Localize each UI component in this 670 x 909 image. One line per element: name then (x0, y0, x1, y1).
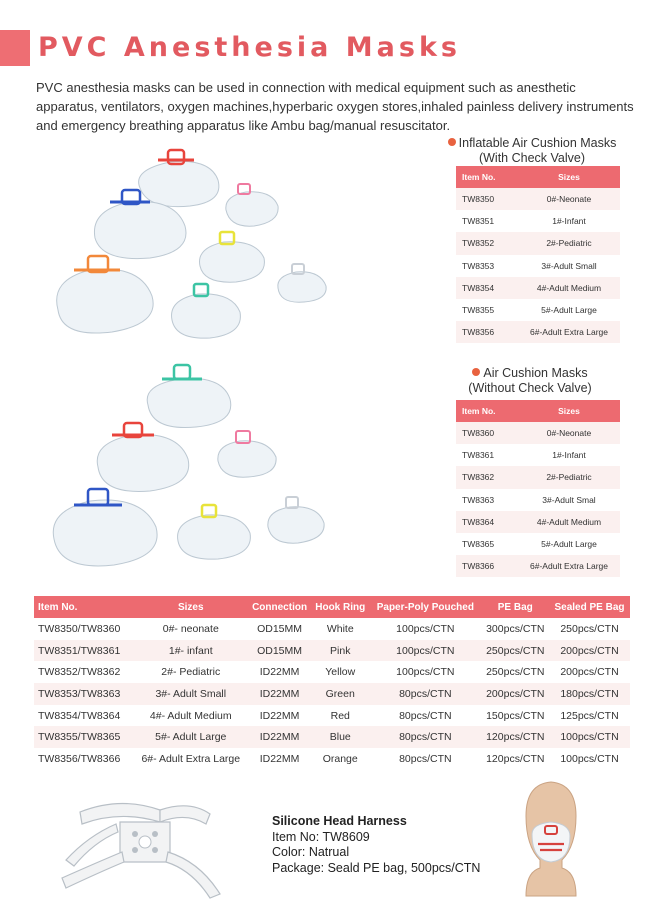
item-number-cell: TW8355 (462, 305, 495, 316)
spec-cell: 100pcs/CTN (549, 726, 630, 748)
spec-cell: TW8353/TW8363 (34, 683, 134, 705)
size-cell: 5#-Adult Large (541, 305, 597, 316)
table-row (456, 444, 620, 466)
spec-cell: 80pcs/CTN (399, 752, 452, 765)
spec-cell: 180pcs/CTN (549, 683, 630, 705)
mask-yellow-cushion (178, 505, 251, 559)
item-number-cell: TW8366 (456, 555, 518, 577)
size-cell: 1#-Infant (552, 216, 586, 227)
spec-cell: 100pcs/CTN (369, 640, 481, 662)
spec-cell: ID22MM (248, 726, 312, 748)
inflatable-heading (432, 136, 632, 166)
spec-cell: 6#- Adult Extra Large (141, 752, 241, 765)
item-number-cell: TW8362 (456, 466, 518, 488)
cushion-table (456, 400, 620, 577)
spec-cell: OD15MM (248, 640, 312, 662)
table-row (456, 255, 620, 277)
table-row (456, 210, 620, 232)
spec-cell: Orange (322, 752, 358, 765)
mannequin-with-mask-image (518, 776, 584, 902)
spec-cell: TW8350/TW8360 (38, 622, 121, 635)
inflatable-masks-image (40, 140, 340, 350)
mask-green-cushion (147, 365, 231, 428)
spec-cell: TW8354/TW8364 (38, 709, 121, 722)
harness-title: Silicone Head Harness (272, 814, 407, 828)
spec-cell: OD15MM (257, 622, 303, 635)
size-cell: 0#-Neonate (518, 188, 620, 210)
mask-blue-cushion (53, 489, 157, 566)
spec-cell: 250pcs/CTN (486, 666, 545, 679)
spec-cell: TW8356/TW8366 (38, 752, 121, 765)
spec-cell: ID22MM (259, 666, 300, 679)
spec-cell: 4#- Adult Medium (149, 709, 232, 722)
spec-cell: 100pcs/CTN (396, 622, 455, 635)
table-row (456, 232, 620, 254)
spec-cell: Yellow (325, 666, 356, 679)
harness-color: Color: Natrual (272, 845, 350, 859)
item-number-cell: TW8356 (456, 321, 518, 343)
spec-column-header: PE Bag (482, 596, 549, 618)
mask-white-cushion (268, 497, 324, 543)
spec-cell: 0#- neonate (162, 622, 219, 635)
spec-cell: White (326, 622, 354, 635)
table-row (456, 511, 620, 533)
intro-paragraph: PVC anesthesia masks can be used in connection with medical equipment such as anesthetic apparatus, ventilators, oxygen machines,hyperbaric oxygen stores,inhaled painless delivery instruments and emergency breathing apparatus like Ambu bag/manual resuscitator. (36, 80, 634, 133)
table-row (456, 277, 620, 299)
size-cell: 4#-Adult Medium (518, 277, 620, 299)
item-number-cell: TW8364 (456, 511, 518, 533)
spec-cell: Red (330, 709, 350, 722)
inflatable-table (456, 166, 620, 343)
spec-column-header: Sizes (134, 596, 248, 618)
spec-cell: TW8351/TW8361 (34, 640, 134, 662)
size-cell: 2#-Pediatric (518, 232, 620, 254)
spec-column-header: Item No. (34, 596, 134, 618)
bullet-dot-icon (448, 138, 456, 146)
col-item-header: Item No. (456, 400, 518, 422)
table-row (34, 640, 630, 662)
table-row (456, 188, 620, 210)
item-number-cell: TW8350 (456, 188, 518, 210)
air-cushion-masks-image (40, 355, 340, 585)
size-cell: 3#-Adult Small (541, 260, 597, 271)
spec-cell: 200pcs/CTN (549, 640, 630, 662)
item-number-cell: TW8354 (456, 277, 518, 299)
spec-cell: TW8355/TW8365 (34, 726, 134, 748)
size-cell: 6#-Adult Extra Large (518, 321, 620, 343)
table-row (34, 705, 630, 727)
spec-cell: 100pcs/CTN (396, 666, 455, 679)
size-cell: 6#-Adult Extra Large (518, 555, 620, 577)
mask-pink-small (226, 184, 278, 226)
col-item-header: Item No. (456, 166, 518, 188)
spec-cell: Pink (311, 640, 369, 662)
table-row (34, 726, 630, 748)
col-size-header: Sizes (518, 166, 620, 188)
spec-cell: 80pcs/CTN (369, 726, 481, 748)
col-size-header: Sizes (518, 400, 620, 422)
spec-cell: 80pcs/CTN (369, 683, 481, 705)
spec-cell: Green (311, 683, 369, 705)
inflatable-heading-line1: Inflatable Air Cushion Masks (458, 136, 617, 150)
table-row (456, 422, 620, 444)
spec-table (34, 596, 630, 770)
mask-white-small (278, 264, 326, 302)
table-row (456, 321, 620, 343)
mask-orange-large (57, 256, 153, 333)
size-cell: 2#-Pediatric (518, 466, 620, 488)
spec-cell: 300pcs/CTN (486, 622, 545, 635)
item-number-cell: TW8351 (462, 216, 495, 227)
table-row (456, 555, 620, 577)
spec-cell: 250pcs/CTN (560, 622, 619, 635)
spec-column-header: Paper-Poly Pouched (369, 596, 481, 618)
size-cell: 4#-Adult Medium (518, 511, 620, 533)
size-cell: 3#-Adult Smal (542, 494, 596, 505)
table-row (34, 618, 630, 640)
spec-cell: 100pcs/CTN (560, 752, 619, 765)
spec-cell: 125pcs/CTN (560, 709, 619, 722)
spec-cell: 150pcs/CTN (486, 709, 545, 722)
spec-column-header: Sealed PE Bag (549, 596, 630, 618)
size-cell: 0#-Neonate (518, 422, 620, 444)
head-harness-image (60, 792, 250, 902)
mask-red-large (139, 150, 219, 207)
spec-cell: ID22MM (248, 683, 312, 705)
size-cell: 5#-Adult Large (541, 539, 597, 550)
cushion-heading (440, 366, 620, 396)
table-row (34, 748, 630, 770)
spec-cell: Blue (311, 726, 369, 748)
table-row (456, 299, 620, 321)
spec-column-header: Hook Ring (311, 596, 369, 618)
item-number-cell: TW8353 (462, 260, 495, 271)
item-number-cell: TW8365 (462, 539, 495, 550)
inflatable-heading-line2: (With Check Valve) (478, 151, 586, 165)
bullet-dot-icon (472, 368, 480, 376)
harness-package: Package: Seald PE bag, 500pcs/CTN (272, 860, 481, 875)
table-row (456, 533, 620, 555)
title-accent-bar (0, 30, 30, 66)
spec-cell: 5#- Adult Large (134, 726, 248, 748)
table-row (456, 489, 620, 511)
table-row (456, 466, 620, 488)
spec-cell: 200pcs/CTN (482, 683, 549, 705)
spec-cell: TW8352/TW8362 (38, 666, 121, 679)
page-title: PVC Anesthesia Masks (38, 32, 461, 63)
size-cell: 1#-Infant (552, 450, 586, 461)
spec-cell: 80pcs/CTN (399, 709, 452, 722)
mask-pink-cushion (218, 431, 276, 477)
mask-green-medium (172, 284, 241, 338)
mask-yellow-medium (200, 232, 265, 282)
spec-cell: 1#- infant (134, 640, 248, 662)
item-number-cell: TW8361 (462, 450, 495, 461)
cushion-heading-line1: Air Cushion Masks (483, 366, 588, 380)
item-number-cell: TW8352 (456, 232, 518, 254)
spec-cell: 250pcs/CTN (482, 640, 549, 662)
item-number-cell: TW8360 (456, 422, 518, 444)
spec-cell: 120pcs/CTN (482, 726, 549, 748)
cushion-heading-line2: (Without Check Valve) (468, 381, 592, 395)
mask-red-cushion (97, 423, 189, 492)
spec-cell: 200pcs/CTN (560, 666, 619, 679)
table-row (34, 661, 630, 683)
item-number-cell: TW8363 (462, 494, 495, 505)
spec-cell: 3#- Adult Small (134, 683, 248, 705)
spec-cell: ID22MM (259, 752, 300, 765)
spec-cell: 2#- Pediatric (161, 666, 221, 679)
harness-info (272, 814, 480, 876)
table-row (34, 683, 630, 705)
harness-item: Item No: TW8609 (272, 829, 370, 844)
spec-cell: ID22MM (259, 709, 300, 722)
spec-column-header: Connection (248, 596, 312, 618)
spec-cell: 120pcs/CTN (486, 752, 545, 765)
